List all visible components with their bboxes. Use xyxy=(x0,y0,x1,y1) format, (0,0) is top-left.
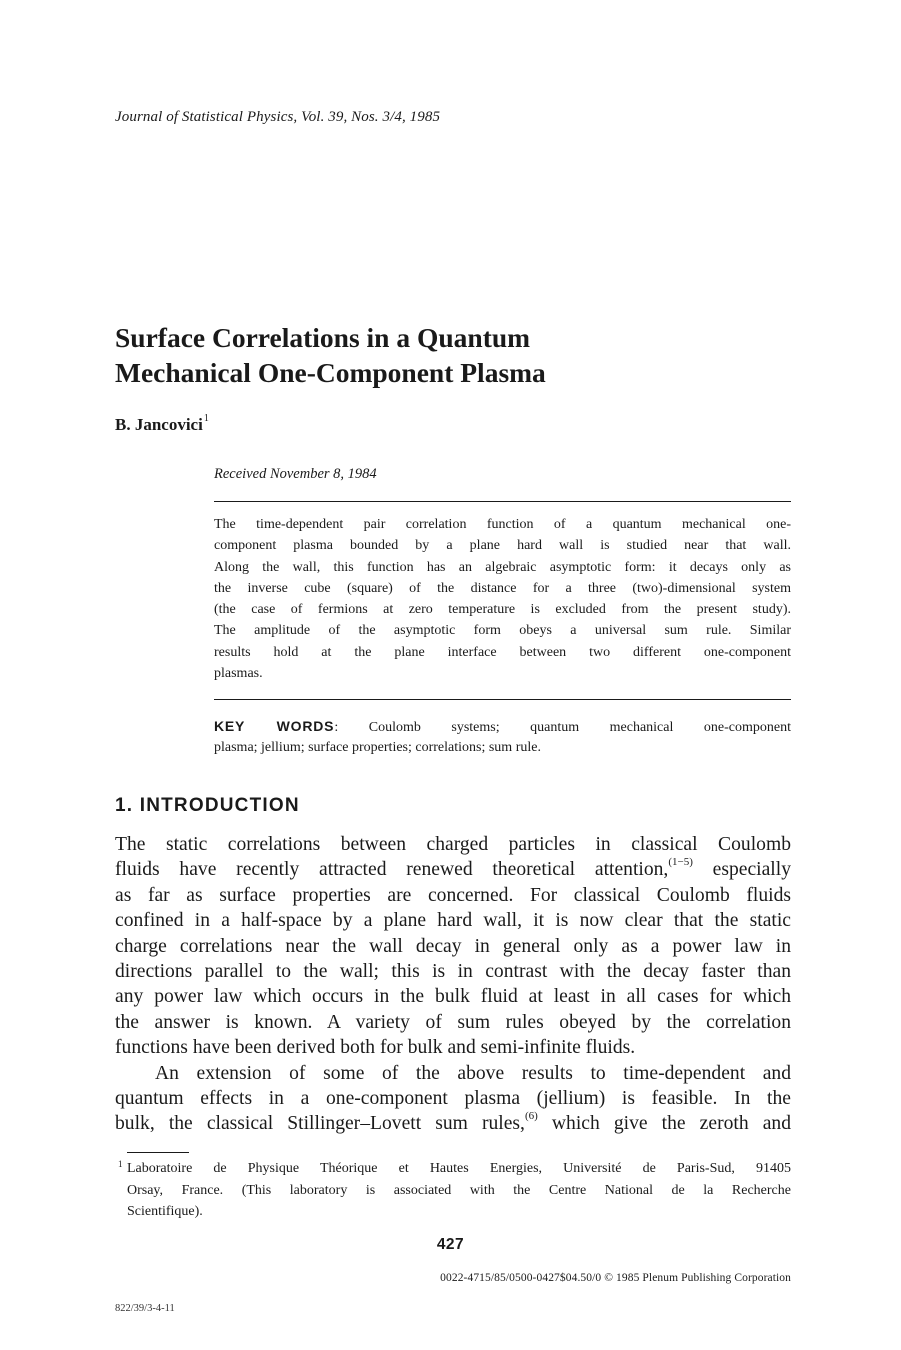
keywords-label: KEY WORDS xyxy=(214,718,335,734)
page-number: 427 xyxy=(436,1236,465,1253)
footnote-rule xyxy=(127,1152,189,1153)
citation-ref: (1−5) xyxy=(668,855,693,868)
body-line: any power law which occurs in the bulk fluid at least in all cases for which xyxy=(115,986,791,1008)
paper-title xyxy=(115,320,815,390)
citation-ref: (6) xyxy=(524,1109,538,1122)
author-affiliation-mark: 1 xyxy=(203,413,209,425)
footnote-line xyxy=(115,1158,791,1180)
abstract-top-rule xyxy=(214,501,791,502)
body-text-span: fluids have recently attracted renewed theoretical attention, xyxy=(115,859,669,881)
footnote xyxy=(115,1158,791,1223)
abstract-line: the inverse cube (square) of the distance for a three (two)-dimensional system xyxy=(214,580,791,596)
body-line: charge correlations near the wall decay in general only as a power law in xyxy=(115,935,791,957)
body-line: functions have been derived both for bulk and semi-infinite fluids. xyxy=(115,1037,636,1059)
author xyxy=(115,415,209,435)
section-heading: 1. INTRODUCTION xyxy=(115,795,300,816)
body-line xyxy=(115,1111,791,1136)
footnote-line: Orsay, France. (This laboratory is associated with the Centre National de la Recherche xyxy=(127,1182,791,1198)
footnote-mark: 1 xyxy=(118,1159,123,1169)
journal-citation: Journal of Statistical Physics, Vol. 39, Nos. 3/4, 1985 xyxy=(115,109,441,125)
body-text-span: especially xyxy=(692,859,791,881)
abstract-line: Along the wall, this function has an algebraic asymptotic form: it decays only as xyxy=(214,559,791,575)
body-line: quantum effects in a one-component plasma (jellium) is feasible. In the xyxy=(115,1087,791,1109)
keywords-line: plasma; jellium; surface properties; correlations; sum rule. xyxy=(214,740,541,755)
body-line xyxy=(115,857,791,882)
abstract xyxy=(214,514,791,684)
keywords xyxy=(214,715,791,759)
print-code: 822/39/3-4-11 xyxy=(115,1303,175,1314)
body-line: the answer is known. A variety of sum rules obeyed by the correlation xyxy=(115,1011,791,1033)
body-line: confined in a half-space by a plane hard wall, it is now clear that the static xyxy=(115,910,791,932)
title-line: Mechanical One-Component Plasma xyxy=(115,357,546,388)
received-date: Received November 8, 1984 xyxy=(214,466,377,482)
body-text xyxy=(115,832,791,1137)
body-line: The static correlations between charged particles in classical Coulomb xyxy=(115,834,791,855)
body-line: An extension of some of the above results to time-dependent and xyxy=(155,1062,791,1084)
abstract-line: plasmas. xyxy=(214,666,263,682)
body-text-span: bulk, the classical Stillinger–Lovett sum rules, xyxy=(115,1113,525,1135)
body-line: directions parallel to the wall; this is in contrast with the decay faster than xyxy=(115,960,791,982)
abstract-line: The amplitude of the asymptotic form obeys a universal sum rule. Similar xyxy=(214,623,791,639)
body-text-span: which give the zeroth and xyxy=(537,1113,791,1135)
body-line: as far as surface properties are concerned. For classical Coulomb fluids xyxy=(115,884,791,906)
author-name: B. Jancovici xyxy=(115,415,203,434)
abstract-line: component plasma bounded by a plane hard wall is studied near that wall. xyxy=(214,538,791,554)
copyright-notice: 0022-4715/85/0500-0427$04.50/0 © 1985 Plenum Publishing Corporation xyxy=(440,1272,791,1284)
footnote-line: Scientifique). xyxy=(127,1204,203,1219)
abstract-line: results hold at the plane interface between two different one-component xyxy=(214,644,791,660)
abstract-bottom-rule xyxy=(214,699,791,700)
abstract-line: (the case of fermions at zero temperature is excluded from the present study). xyxy=(214,602,791,618)
footnote-text: Laboratoire de Physique Théorique et Hautes Energies, Université de Paris-Sud, 91405 xyxy=(127,1161,791,1176)
title-line: Surface Correlations in a Quantum xyxy=(115,322,531,353)
keywords-text: : Coulomb systems; quantum mechanical one-component xyxy=(334,720,791,735)
keywords-line xyxy=(214,715,791,737)
abstract-line: The time-dependent pair correlation function of a quantum mechanical one- xyxy=(214,517,791,532)
